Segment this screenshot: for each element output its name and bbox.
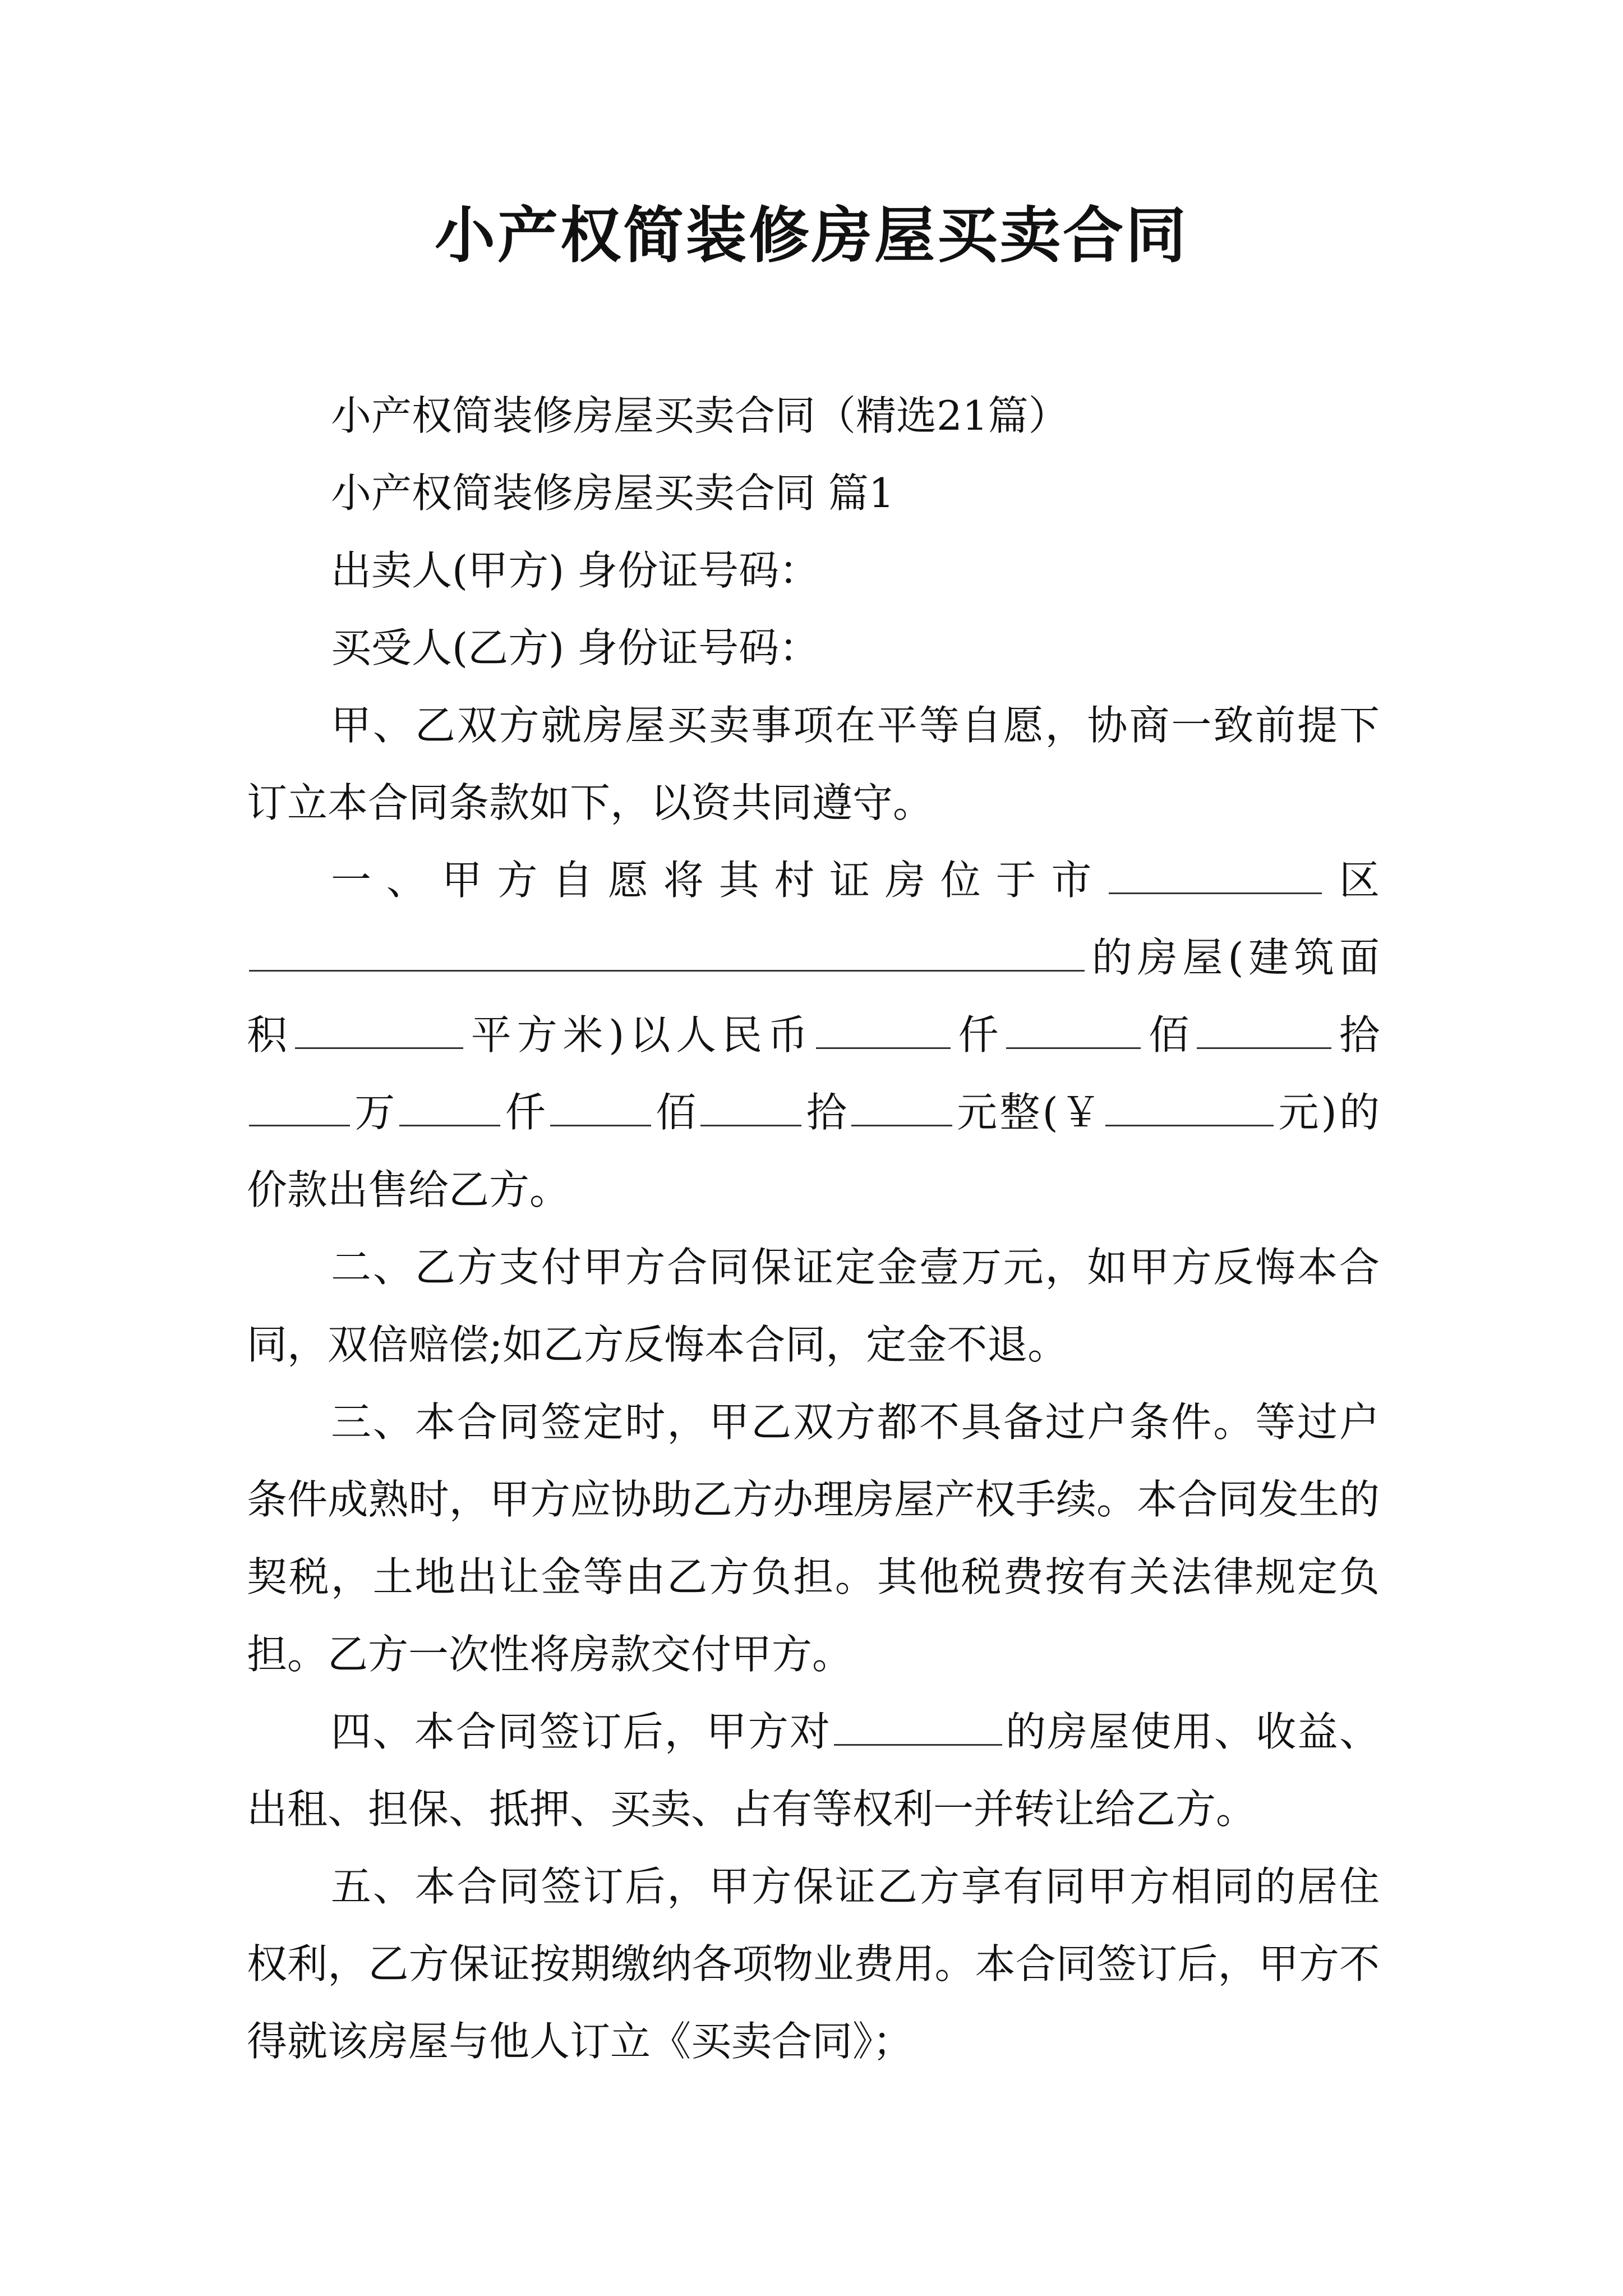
- fill-blank-amount-5[interactable]: [399, 1084, 500, 1126]
- fill-blank-amount-3[interactable]: [1197, 1007, 1331, 1049]
- paragraph-seller: 出卖人(甲方) 身份证号码：: [331, 547, 820, 594]
- clause-4-text-b: 的房屋使用、收益、出租、担保、抵押、买卖、占有等权利一并转让给乙方。: [247, 1708, 1380, 1833]
- clause-4-text-a: 四、本合同签订后，甲方对: [331, 1708, 832, 1755]
- paragraph-buyer: 买受人(乙方) 身份证号码：: [331, 624, 820, 671]
- fill-blank-area[interactable]: [295, 1007, 463, 1049]
- clause-1-text-a: 一、甲方自愿将其村证房位于市: [331, 857, 1107, 904]
- paragraph-clause-5: 五、本合同签订后，甲方保证乙方享有同甲方相同的居住权利，乙方保证按期缴纳各项物业费用。本合同签订后，甲方不得就该房屋与他人订立《买卖合同》；: [247, 1863, 1380, 2065]
- clause-1-text-h: 万: [352, 1089, 398, 1136]
- clause-1-text-e: 仟: [952, 1011, 1004, 1059]
- clause-1-text-j: 佰: [653, 1089, 699, 1136]
- fill-blank-amount-7[interactable]: [700, 1084, 801, 1126]
- clause-1-text-g: 拾: [1334, 1011, 1380, 1059]
- paragraph-heading-1: 小产权简装修房屋买卖合同 篇1: [331, 470, 895, 517]
- fill-blank-amount-1[interactable]: [816, 1007, 951, 1049]
- fill-blank-amount-2[interactable]: [1006, 1007, 1141, 1049]
- clause-1-text-l: 元整(￥: [954, 1089, 1104, 1136]
- clause-1-text-b: 区: [1324, 857, 1380, 904]
- clause-1-text-i: 仟: [502, 1089, 548, 1136]
- document-title: 小产权简装修房屋买卖合同: [434, 200, 1188, 271]
- fill-blank-property[interactable]: [834, 1704, 1002, 1746]
- paragraph-clause-4: [247, 1693, 1380, 1848]
- clause-1-text-c: 的房屋(建筑面积: [247, 934, 1380, 1059]
- clause-1-text-m: 元)的价款出售给乙方。: [247, 1089, 1380, 1213]
- clause-1-text-d: 平方米)以人民币: [465, 1011, 814, 1059]
- paragraph-clause-2: 二、乙方支付甲方合同保证定金壹万元，如甲方反悔本合同，双倍赔偿;如乙方反悔本合同，定金不退。: [247, 1244, 1380, 1368]
- clause-1-text-f: 佰: [1143, 1011, 1195, 1059]
- document-body: [247, 377, 1380, 2080]
- paragraph-clause-1: [247, 841, 1380, 1228]
- fill-blank-amount-8[interactable]: [851, 1084, 952, 1126]
- paragraph-preamble: 甲、乙双方就房屋买卖事项在平等自愿，协商一致前提下订立本合同条款如下，以资共同遵守。: [247, 702, 1380, 826]
- clause-1-text-k: 拾: [804, 1089, 849, 1136]
- paragraph-intro: 小产权简装修房屋买卖合同（精选21篇）: [331, 392, 1069, 439]
- fill-blank-amount-yuan[interactable]: [1105, 1084, 1274, 1126]
- fill-blank-amount-6[interactable]: [550, 1084, 651, 1126]
- fill-blank-address[interactable]: [249, 930, 1085, 972]
- paragraph-clause-3: 三、本合同签定时，甲乙双方都不具备过户条件。等过户条件成熟时，甲方应协助乙方办理房屋产权手续。本合同发生的契税，土地出让金等由乙方负担。其他税费按有关法律规定负担。乙方一次性将房款交付甲方。: [247, 1398, 1380, 1678]
- fill-blank-city[interactable]: [1109, 852, 1322, 894]
- fill-blank-amount-4[interactable]: [249, 1084, 350, 1126]
